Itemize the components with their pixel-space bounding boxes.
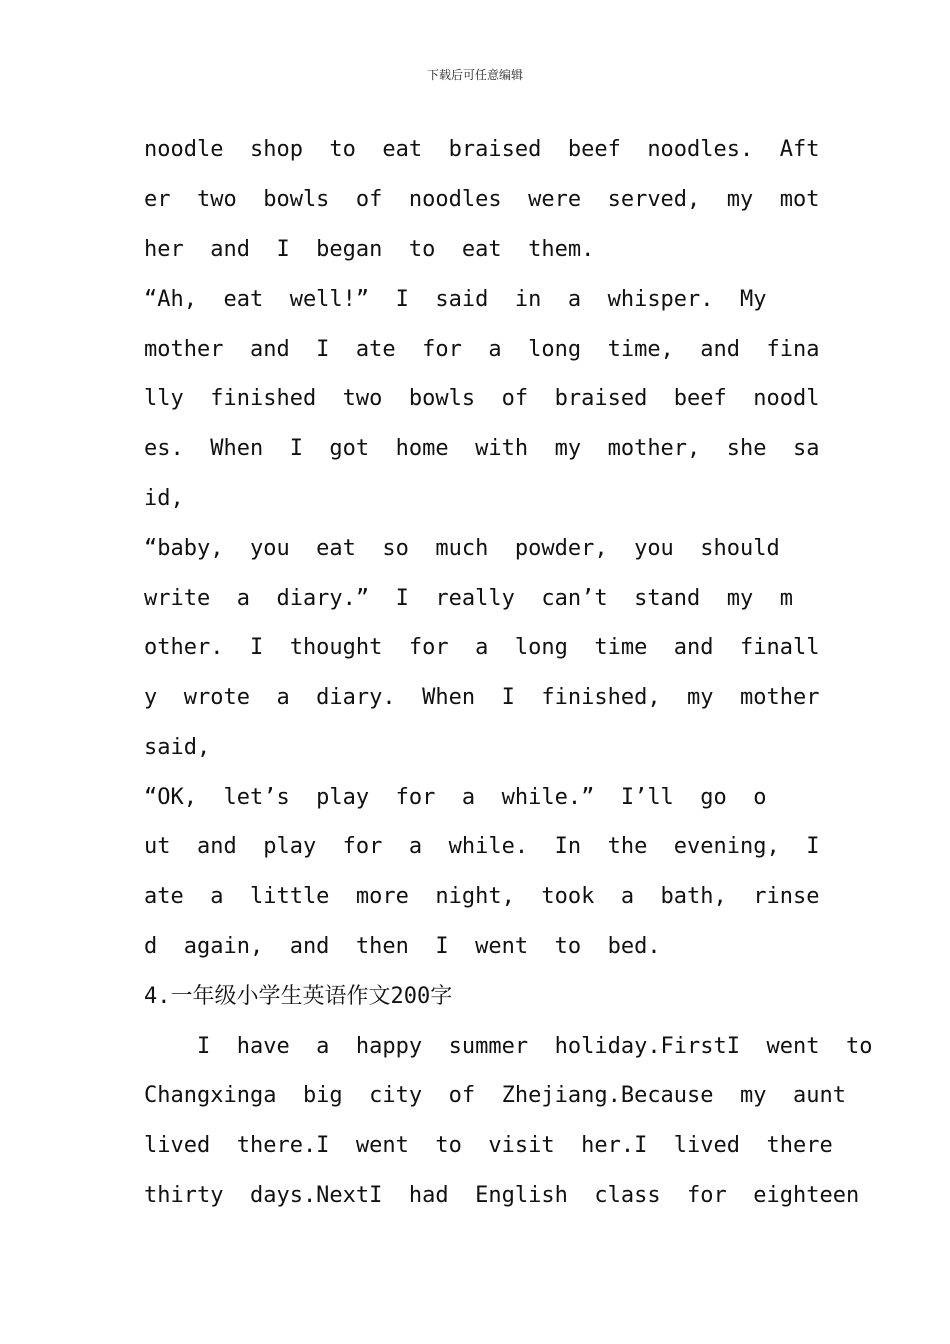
text-line: mother and I ate for a long time, and fina [144, 337, 820, 362]
essay-line: lived there.I went to visit her.I lived there [144, 1133, 833, 1158]
text-line: other. I thought for a long time and finall [144, 635, 820, 660]
text-line: es. When I got home with my mother, she sa [144, 436, 820, 461]
text-line: id, [144, 486, 184, 511]
text-line: er two bowls of noodles were served, my mot [144, 187, 820, 212]
text-line: “baby, you eat so much powder, you should [144, 536, 780, 561]
text-line: “Ah, eat well!” I said in a whisper. My [144, 287, 767, 312]
essay-line: I have a happy summer holiday.FirstI went to [144, 1034, 873, 1059]
text-line: d again, and then I went to bed. [144, 934, 661, 959]
text-line: ut and play for a while. In the evening, I [144, 834, 820, 859]
page-header: 下载后可任意编辑 [426, 68, 523, 82]
text-line: y wrote a diary. When I finished, my mother [144, 685, 820, 710]
text-line: ate a little more night, took a bath, rinse [144, 884, 820, 909]
text-line: lly finished two bowls of braised beef noodl [144, 386, 820, 411]
text-line: write a diary.” I really can’t stand my m [144, 586, 794, 611]
essay-line: thirty days.NextI had English class for eighteen [144, 1183, 860, 1208]
text-line: said, [144, 735, 211, 760]
text-line: “OK, let’s play for a while.” I’ll go o [144, 785, 767, 810]
text-line: noodle shop to eat braised beef noodles. Aft [144, 137, 820, 162]
essay-line: Changxinga big city of Zhejiang.Because my aunt [144, 1083, 846, 1108]
text-line: her and I began to eat them. [144, 237, 595, 262]
section-heading: 4.一年级小学生英语作文200字 [144, 984, 453, 1009]
